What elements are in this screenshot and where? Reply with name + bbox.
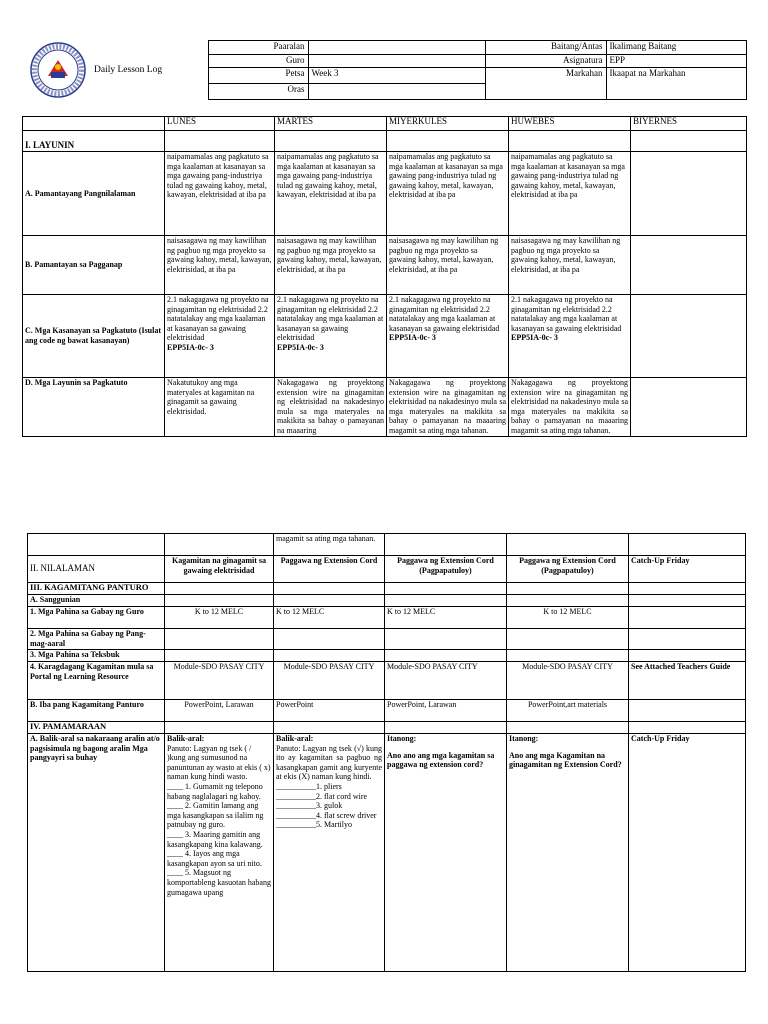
- petsa-value: Week 3: [308, 68, 485, 84]
- mon-title: Balik-aral:: [167, 734, 205, 743]
- mga-layunin-label: D. Mga Layunin sa Pagkatuto: [23, 378, 165, 437]
- blank-head-cell: [23, 117, 165, 131]
- asignatura-value: EPP: [606, 54, 746, 68]
- b-cell-lunes: naisasagawa ng may kawilihan ng pagbuo ng mga proyekto sa gawaing kahoy, metal, kawayan, elektrisidad, at iba pa: [165, 236, 275, 295]
- c-code-huwebes: EPP5IA-0c- 3: [511, 333, 558, 343]
- day-biyernes: BIYERNES: [631, 117, 747, 131]
- a-cell-biyernes: [631, 152, 747, 236]
- oras-value: [308, 84, 485, 100]
- teksbuk-label: 3. Mga Pahina sa Teksbuk: [28, 650, 165, 662]
- layunin-heading: I. LAYUNIN: [23, 131, 165, 152]
- gabay-guro-lunes: K to 12 MELC: [165, 607, 274, 629]
- nilalaman-huwebes: Paggawa ng Extension Cord (Pagpapatuloy): [507, 556, 629, 583]
- page2-table: [27, 533, 745, 972]
- baitang-value: Ikalimang Baitang: [606, 41, 746, 55]
- wed-question: Ano ano ang mga kagamitan sa paggawa ng extension cord?: [387, 750, 495, 770]
- day-huwebes: HUWEBES: [509, 117, 631, 131]
- c-code-martes: EPP5IA-0c- 3: [277, 342, 324, 352]
- catch-up-friday: Catch-Up Friday: [629, 734, 746, 972]
- balik-aral-lunes: [165, 734, 274, 972]
- sanggunian-label: A. Sanggunian: [28, 595, 165, 607]
- c-code-lunes: EPP5IA-0c- 3: [167, 342, 214, 352]
- b-cell-martes: naisasagawa ng may kawilihan ng pagbuo ng mga proyekto sa gawaing kahoy, metal, kawayan, elektrisidad, at iba pa: [275, 236, 387, 295]
- iba-biyernes: [629, 700, 746, 722]
- header-block: [22, 40, 746, 100]
- c-text-miyerkules: 2.1 nakagagawa ng proyekto na ginagamitan ng elektrisidad 2.2 natatalakay ang mga kaalaman at kasanayan sa gawaing elektrisidad: [389, 295, 500, 333]
- tue-item-5: __________5. Martilyo: [276, 820, 352, 830]
- gabay-guro-label: 1. Mga Pahina sa Gabay ng Guro: [28, 607, 165, 629]
- day-martes: MARTES: [275, 117, 387, 131]
- day-miyerkules: MIYERKULES: [387, 117, 509, 131]
- gabay-guro-martes: K to 12 MELC: [274, 607, 385, 629]
- thu-title: Itanong:: [509, 734, 539, 743]
- tue-item-1: __________1. pliers: [276, 781, 342, 791]
- gabay-aaral-label: 2. Mga Pahina sa Gabay ng Pang-mag-aaral: [28, 629, 165, 650]
- mga-kasanayan-label: C. Mga Kasanayan sa Pagkatuto (Isulat ang code ng bawat kasanayan): [23, 295, 165, 378]
- continued-text: magamit sa ating mga tahanan.: [274, 534, 385, 556]
- d-cell-huwebes: Nakagagawa ng proyektong extension wire na ginagamitan ng elektrisidad na nakadesinyo mula sa mga materyales na makikita sa bahay o pamayanan na maaaring magamit sa ating mga tahanan.: [509, 378, 631, 437]
- balik-aral-martes: [274, 734, 385, 972]
- tue-title: Balik-aral:: [276, 734, 314, 743]
- logo-cell: [22, 41, 208, 100]
- mon-item-4: ____ 4. Iayos ang mga kasangkapan ayon sa uri nito. ____ 5. Magsuot ng komportableng kasuotan habang gumagawa upang: [167, 849, 271, 897]
- mon-item-3: ____ 3. Maaring gamitin ang kasangkapang kina kalawang.: [167, 829, 263, 849]
- tue-intro: Panuto: Lagyan ng tsek (√) kung ito ay kagamitan sa pagbuo ng kasangkapan gamit ang kuryente at ekis (X) naman kung hindi.: [276, 743, 382, 782]
- mon-intro: Panuto: Lagyan ng tsek ( / )kung ang sumusunod na panuntunan ay wasto at ekis ( x) naman kung hindi wasto.: [167, 743, 271, 782]
- mon-item-2: ____ 2. Gamitin lamang ang mga kasangkapan sa ilalim ng patnubay ng guro.: [167, 801, 264, 830]
- asignatura-label: Asignatura: [485, 54, 606, 68]
- pamamaraan-heading: IV. PAMAMARAAN: [28, 722, 165, 734]
- thu-question: Ano ang mga Kagamitan na ginagamitan ng Extension Cord?: [509, 750, 622, 770]
- balik-aral-label: A. Balik-aral sa nakaraang aralin at/o pagsisimula ng bagong aralin Mga pangyayri sa buhay: [28, 734, 165, 972]
- gabay-guro-biyernes: [629, 607, 746, 629]
- c-cell-martes: [275, 295, 387, 378]
- wed-title: Itanong:: [387, 734, 417, 743]
- c-text-lunes: 2.1 nakagagawa ng proyekto na ginagamitan ng elektrisidad 2.2 natatalakay ang mga kaalaman at kasanayan sa gawaing elektrisidad: [167, 295, 269, 343]
- nilalaman-lunes: Kagamitan na ginagamit sa gawaing elektrisidad: [165, 556, 274, 583]
- tue-item-2: __________2. flat cord wire: [276, 791, 368, 801]
- pamantayan-sa-pagganap-label: B. Pamantayan sa Pagganap: [23, 236, 165, 295]
- c-text-martes: 2.1 nakagagawa ng proyekto na ginagamitan ng elektrisidad 2.2 natatalakay ang mga kaalaman at kasanayan sa gawaing elektrisidad: [277, 295, 384, 343]
- c-text-huwebes: 2.1 nakagagawa ng proyekto na ginagamitan ng elektrisidad 2.2 natatalakay ang mga kaalaman at kasanayan sa gawaing elektrisidad: [511, 295, 622, 333]
- iba-huwebes: PowerPoint,art materials: [507, 700, 629, 722]
- document-title: Daily Lesson Log: [94, 64, 163, 75]
- c-cell-lunes: [165, 295, 275, 378]
- guro-label: Guro: [208, 54, 308, 68]
- karagdagang-huwebes: Module-SDO PASAY CITY: [507, 662, 629, 700]
- day-lunes: LUNES: [165, 117, 275, 131]
- paaralan-value: [308, 41, 485, 55]
- a-cell-miyerkules: naipamamalas ang pagkatuto sa mga kaalaman at kasanayan sa mga gawaing pang-industriya tulad ng gawaing kahoy, metal, kawayan, elektrisidad at iba pa: [387, 152, 509, 236]
- mon-item-1: ____ 1. Gumamit ng telepono habang naglalagari ng kahoy.: [167, 781, 263, 801]
- pamantayang-pangnilalaman-label: A. Pamantayang Pangnilalaman: [23, 152, 165, 236]
- d-cell-biyernes: [631, 378, 747, 437]
- baitang-label: Baitang/Antas: [485, 41, 606, 55]
- a-cell-martes: naipamamalas ang pagkatuto sa mga kaalaman at kasanayan sa mga gawaing pang-industriya tulad ng gawaing kahoy, metal, kawayan, elektrisidad at iba pa: [275, 152, 387, 236]
- markahan-value: Ikaapat na Markahan: [606, 68, 746, 100]
- d-cell-miyerkules: Nakagagawa ng proyektong extension wire na ginagamitan ng elektrisidad na nakadesinyo mula sa mga materyales na makikita sa bahay o pamayanan na maaaring magamit sa ating mga tahanan.: [387, 378, 509, 437]
- b-cell-huwebes: naisasagawa ng may kawilihan ng pagbuo ng mga proyekto sa gawaing kahoy, metal, kawayan, elektrisidad, at iba pa: [509, 236, 631, 295]
- c-cell-huwebes: [509, 295, 631, 378]
- iba-miyerkules: PowerPoint, Larawan: [385, 700, 507, 722]
- nilalaman-label: II. NILALAMAN: [28, 556, 165, 583]
- karagdagang-biyernes: See Attached Teachers Guide: [629, 662, 746, 700]
- deped-seal-icon: [30, 42, 86, 98]
- kagamitang-panturo-heading: III. KAGAMITANG PANTURO: [28, 583, 165, 595]
- karagdagang-martes: Module-SDO PASAY CITY: [274, 662, 385, 700]
- oras-label: Oras: [208, 84, 308, 100]
- c-code-miyerkules: EPP5IA-0c- 3: [389, 333, 436, 343]
- nilalaman-martes: Paggawa ng Extension Cord: [274, 556, 385, 583]
- itanong-huwebes: [507, 734, 629, 972]
- c-cell-miyerkules: [387, 295, 509, 378]
- karagdagang-label: 4. Karagdagang Kagamitan mula sa Portal ng Learning Resource: [28, 662, 165, 700]
- a-cell-lunes: naipamamalas ang pagkatuto sa mga kaalaman at kasanayan sa mga gawaing pang-industriya tulad ng gawaing kahoy, metal, kawayan, elektrisidad at iba pa: [165, 152, 275, 236]
- karagdagang-miyerkules: Module-SDO PASAY CITY: [385, 662, 507, 700]
- d-cell-martes: Nakagagawa ng proyektong extension wire na ginagamitan ng elektrisidad na nakadesinyo mula sa mga materyales na makikita sa bahay o pamayanan na maaaring: [275, 378, 387, 437]
- iba-martes: PowerPoint: [274, 700, 385, 722]
- iba-kagamitan-label: B. Iba pang Kagamitang Panturo: [28, 700, 165, 722]
- c-cell-biyernes: [631, 295, 747, 378]
- gabay-guro-huwebes: K to 12 MELC: [507, 607, 629, 629]
- paaralan-label: Paaralan: [208, 41, 308, 55]
- itanong-miyerkules: [385, 734, 507, 972]
- karagdagang-lunes: Module-SDO PASAY CITY: [165, 662, 274, 700]
- d-cell-lunes: Nakatutukoy ang mga materyales at kagamitan na ginagamit sa gawaing elektrisidad.: [165, 378, 275, 437]
- petsa-label: Petsa: [208, 68, 308, 84]
- tue-item-3: __________3. gulok: [276, 801, 343, 811]
- nilalaman-biyernes: Catch-Up Friday: [629, 556, 746, 583]
- a-cell-huwebes: naipamamalas ang pagkatuto sa mga kaalaman at kasanayan sa mga gawaing pang-industriya tulad ng gawaing kahoy, metal, kawayan, elektrisidad at iba pa: [509, 152, 631, 236]
- nilalaman-miyerkules: Paggawa ng Extension Cord (Pagpapatuloy): [385, 556, 507, 583]
- tue-item-4: __________4. flat screw driver: [276, 810, 377, 820]
- b-cell-biyernes: [631, 236, 747, 295]
- guro-value: [308, 54, 485, 68]
- iba-lunes: PowerPoint, Larawan: [165, 700, 274, 722]
- gabay-guro-miyerkules: K to 12 MELC: [385, 607, 507, 629]
- b-cell-miyerkules: naisasagawa ng may kawilihan ng pagbuo ng mga proyekto sa gawaing kahoy, metal, kawayan, elektrisidad, at iba pa: [387, 236, 509, 295]
- layunin-table: [22, 116, 746, 437]
- markahan-label: Markahan: [485, 68, 606, 100]
